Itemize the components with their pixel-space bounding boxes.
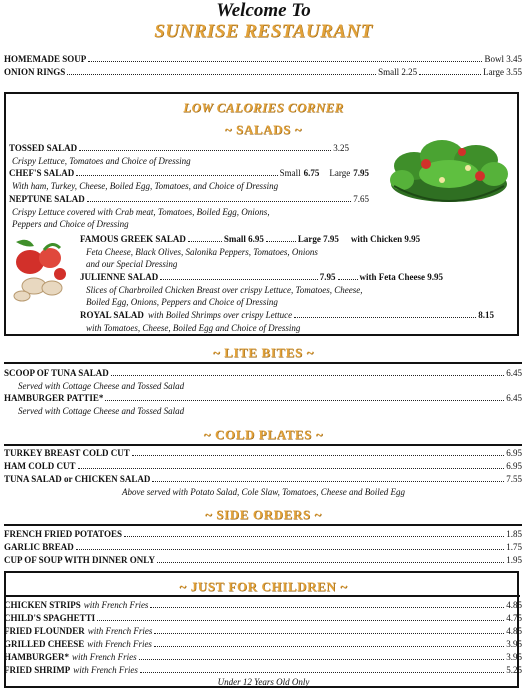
item-name: CHEF'S SALAD xyxy=(9,168,75,178)
item-description: With ham, Turkey, Cheese, Boiled Egg, Tomatoes, and Choice of Dressing xyxy=(12,181,279,191)
item-price-large: Large 7.95 xyxy=(297,234,339,244)
item-name: GRILLED CHEESE xyxy=(4,639,85,649)
item-name: JULIENNE SALAD xyxy=(80,272,159,282)
item-description: Served with Cottage Cheese and Tossed Salad xyxy=(18,406,185,416)
dot-leader xyxy=(154,633,504,634)
menu-item-greek-salad xyxy=(80,232,514,245)
low-calories-title: LOW CALORIES CORNER xyxy=(183,100,344,115)
menu-item-garlic-bread xyxy=(4,540,522,553)
item-price-large: 7.95 xyxy=(353,168,369,178)
menu-item-turkey-cold-cut xyxy=(4,446,522,459)
menu-item-fried-shrimp xyxy=(4,663,522,676)
item-price: 4.85 xyxy=(506,626,522,636)
item-price: 7.55 xyxy=(506,474,522,484)
item-description: Crispy Lettuce, Tomatoes and Choice of Dressing xyxy=(12,156,191,166)
item-name-suffix: with French Fries xyxy=(87,639,152,649)
item-price: 6.45 xyxy=(506,368,522,378)
item-name: FRENCH FRIED POTATOES xyxy=(4,529,123,539)
menu-item-tuna-chicken-salad xyxy=(4,472,522,485)
salad-bowl-illustration xyxy=(384,134,514,206)
dot-leader xyxy=(76,549,504,550)
dot-leader xyxy=(157,562,504,563)
dot-leader xyxy=(79,150,331,151)
menu-item-neptune-salad xyxy=(9,192,369,205)
item-price-small: 6.75 xyxy=(303,168,320,178)
welcome-heading: Welcome To xyxy=(216,0,311,21)
item-description: and our Special Dressing xyxy=(86,259,178,269)
item-price: 7.95 xyxy=(319,272,336,282)
item-price: 3.95 xyxy=(506,639,522,649)
item-name-suffix: with French Fries xyxy=(72,652,137,662)
item-description: Peppers and Choice of Dressing xyxy=(12,219,129,229)
menu-item-tossed-salad xyxy=(9,141,349,154)
menu-item-french-fries xyxy=(4,527,522,540)
item-name: FRIED FLOUNDER xyxy=(4,626,85,636)
item-name: TUNA SALAD or CHICKEN SALAD xyxy=(4,474,151,484)
item-price: 6.95 xyxy=(506,448,522,458)
item-price: 3.95 xyxy=(506,652,522,662)
lite-bites-title: ~ LITE BITES ~ xyxy=(212,345,315,360)
item-price: 3.25 xyxy=(333,143,349,153)
item-name: GARLIC BREAD xyxy=(4,542,74,552)
item-name: FAMOUS GREEK SALAD xyxy=(80,234,186,244)
item-name: TURKEY BREAST COLD CUT xyxy=(4,448,130,458)
dot-leader xyxy=(88,61,482,62)
item-price: 6.45 xyxy=(506,393,522,403)
dot-leader xyxy=(140,672,504,673)
side-orders-title: ~ SIDE ORDERS ~ xyxy=(205,507,322,522)
menu-item-cup-of-soup xyxy=(4,553,522,566)
dot-leader xyxy=(150,607,504,608)
item-name: HAM COLD CUT xyxy=(4,461,76,471)
dot-leader xyxy=(111,375,504,376)
menu-item-homemade-soup xyxy=(4,52,522,65)
dot-leader xyxy=(294,317,476,318)
dot-leader xyxy=(152,481,504,482)
item-name: NEPTUNE SALAD xyxy=(9,194,85,204)
vegetables-illustration xyxy=(8,236,74,306)
item-price: 5.25 xyxy=(506,665,522,675)
item-name-suffix: with French Fries xyxy=(83,600,149,610)
dot-leader xyxy=(188,241,222,242)
dot-leader xyxy=(124,536,504,537)
item-name: SCOOP OF TUNA SALAD xyxy=(4,368,109,378)
children-note: Under 12 Years Old Only xyxy=(217,677,310,687)
dot-leader xyxy=(67,74,376,75)
menu-item-fried-flounder xyxy=(4,624,522,637)
dot-leader xyxy=(139,659,505,660)
item-description: Boiled Egg, Onions, Peppers and Choice of Dressing xyxy=(86,297,278,307)
menu-item-onion-rings xyxy=(4,65,522,78)
item-name: HAMBURGER PATTIE* xyxy=(4,393,104,403)
item-price-feta: with Feta Cheese 9.95 xyxy=(359,272,443,282)
dot-leader xyxy=(419,74,481,75)
menu-item-childs-spaghetti xyxy=(4,611,522,624)
dot-leader xyxy=(160,279,317,280)
item-price: Bowl 3.45 xyxy=(484,54,522,64)
dot-leader xyxy=(76,175,277,176)
item-description: Slices of Charbroiled Chicken Breast over crispy Lettuce, Tomatoes, Cheese, xyxy=(86,285,363,295)
item-price: 1.95 xyxy=(506,555,522,565)
dot-leader xyxy=(132,455,504,456)
item-price: 4.75 xyxy=(506,613,522,623)
item-description: with Tomatoes, Cheese, Boiled Egg and Choice of Dressing xyxy=(86,323,301,333)
item-description: Feta Cheese, Black Olives, Salonika Peppers, Tomatoes, Onions xyxy=(86,247,318,257)
item-name: ONION RINGS xyxy=(4,67,66,77)
children-title: ~ JUST FOR CHILDREN ~ xyxy=(179,579,348,594)
restaurant-name: SUNRISE RESTAURANT xyxy=(154,21,373,42)
item-price-chicken: with Chicken 9.95 xyxy=(350,234,421,244)
item-name: TOSSED SALAD xyxy=(9,143,78,153)
item-price-small: Small 6.95 xyxy=(223,234,264,244)
dot-leader xyxy=(105,400,504,401)
menu-item-royal-salad xyxy=(80,308,494,321)
item-description: Crispy Lettuce covered with Crab meat, Tomatoes, Boiled Egg, Onions, xyxy=(12,207,270,217)
item-price: 4.85 xyxy=(506,600,522,610)
item-price-large-label: Large xyxy=(329,168,351,178)
menu-item-ham-cold-cut xyxy=(4,459,522,472)
item-name-suffix: with French Fries xyxy=(87,626,153,636)
dot-leader xyxy=(87,201,351,202)
item-price: 7.65 xyxy=(353,194,369,204)
item-price: 1.85 xyxy=(506,529,522,539)
dot-leader xyxy=(338,279,358,280)
item-price-small: Small 2.25 xyxy=(378,67,418,77)
item-name-suffix: with French Fries xyxy=(73,665,138,675)
item-name-suffix: with Boiled Shrimps over crispy Lettuce xyxy=(147,310,293,320)
menu-item-grilled-cheese xyxy=(4,637,522,650)
item-price: 8.15 xyxy=(478,310,494,320)
menu-item-tuna-scoop xyxy=(4,366,522,379)
dot-leader xyxy=(154,646,504,647)
menu-item-chicken-strips xyxy=(4,598,522,611)
item-name: HAMBURGER* xyxy=(4,652,69,662)
menu-item-julienne-salad xyxy=(80,270,443,283)
dot-leader xyxy=(78,468,505,469)
item-description: Served with Cottage Cheese and Tossed Salad xyxy=(18,381,185,391)
dot-leader xyxy=(266,241,296,242)
dot-leader xyxy=(97,620,504,621)
cold-plates-note: Above served with Potato Salad, Cole Slaw, Tomatoes, Cheese and Boiled Egg xyxy=(122,487,405,497)
menu-item-hamburger xyxy=(4,650,522,663)
item-name: CHICKEN STRIPS xyxy=(4,600,81,610)
item-price: 6.95 xyxy=(506,461,522,471)
item-price: 1.75 xyxy=(506,542,522,552)
item-price-small-label: Small xyxy=(279,168,301,178)
item-price-large: Large 3.55 xyxy=(483,67,522,77)
item-name: HOMEMADE SOUP xyxy=(4,54,87,64)
item-name: CHILD'S SPAGHETTI xyxy=(4,613,96,623)
section-rule xyxy=(4,362,522,365)
salads-subtitle: ~ SALADS ~ xyxy=(224,122,303,137)
item-name: CUP OF SOUP WITH DINNER ONLY xyxy=(4,555,155,565)
cold-plates-title: ~ COLD PLATES ~ xyxy=(203,427,324,442)
menu-item-chefs-salad xyxy=(9,166,369,179)
item-name: FRIED SHRIMP xyxy=(4,665,71,675)
menu-item-hamburger-pattie xyxy=(4,391,522,404)
item-name: ROYAL SALAD xyxy=(80,310,144,320)
